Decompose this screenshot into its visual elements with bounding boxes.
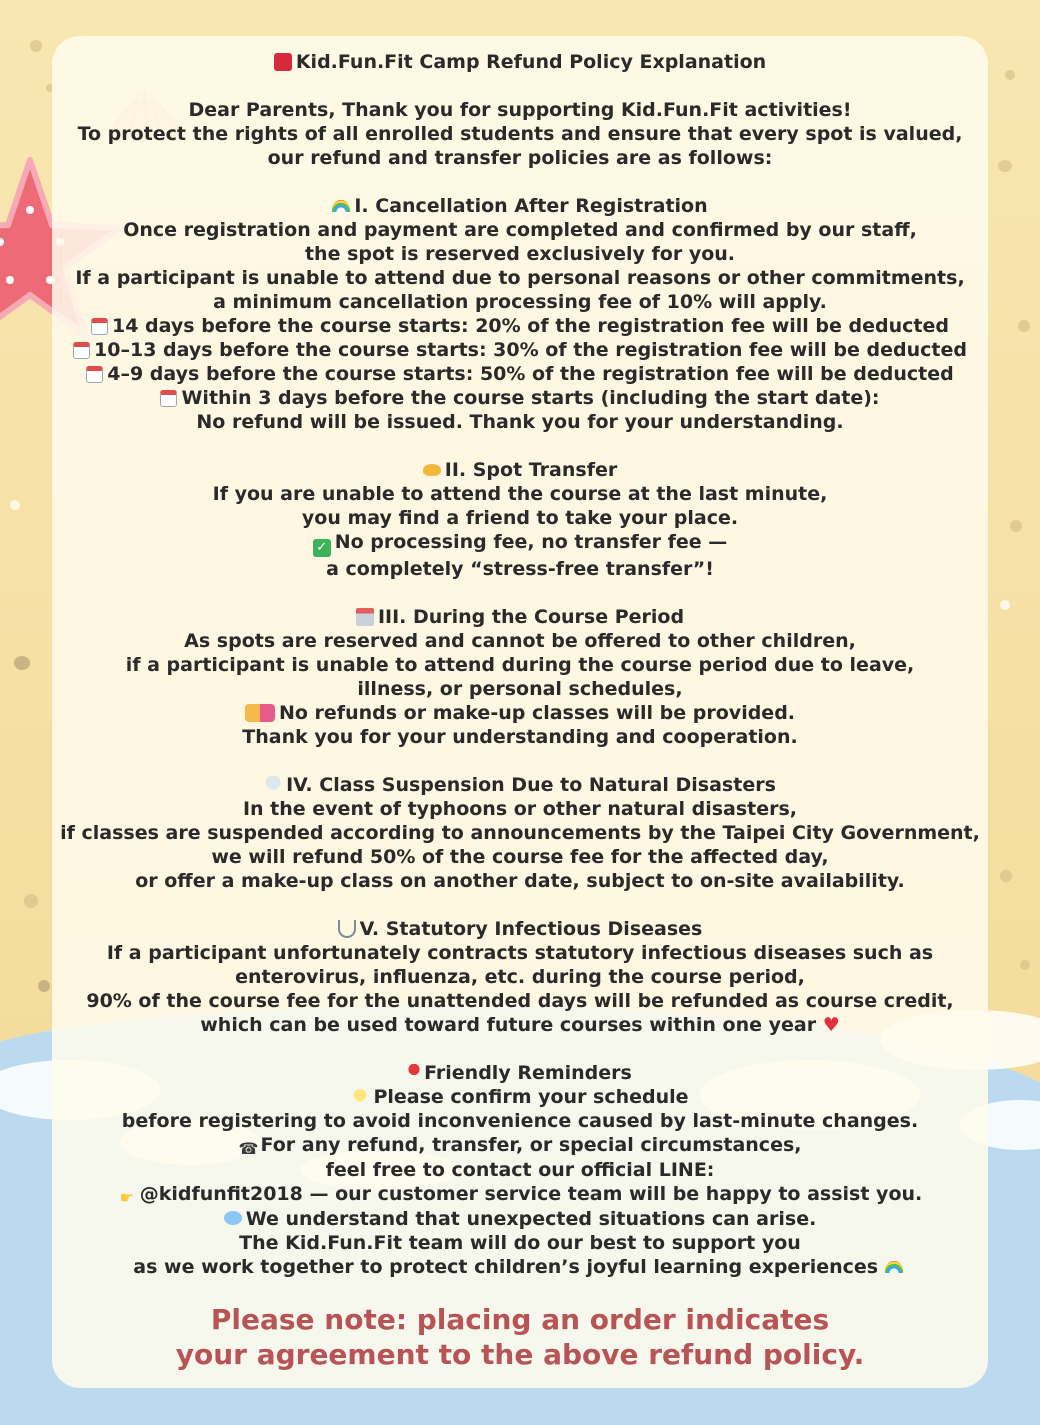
- sand-dot: [1010, 520, 1022, 532]
- school-icon: [356, 608, 374, 626]
- section-line: enterovirus, influenza, etc. during the course period,: [235, 966, 805, 988]
- sand-dot: [24, 894, 38, 908]
- calendar-icon: [86, 366, 103, 383]
- heart-icon: ♥: [822, 1014, 840, 1036]
- policy-content: [52, 50, 988, 1279]
- section-line: ✓ No processing fee, no transfer fee —: [52, 530, 988, 557]
- section-line: If a participant unfortunately contracts statutory infectious diseases such as: [106, 942, 934, 964]
- intro-line: Dear Parents, Thank you for supporting Kid.Fun.Fit activities!: [188, 99, 852, 121]
- section-line: which can be used toward future courses within one year ♥: [200, 1014, 840, 1036]
- section-line: we will refund 50% of the course fee for the affected day,: [211, 846, 829, 868]
- pointing-hand-icon: ☛: [119, 1188, 134, 1207]
- sand-dot: [1005, 70, 1015, 80]
- section-line: Once registration and payment are completed and confirmed by our staff,: [123, 219, 917, 241]
- section-line: Thank you for your understanding and cooperation.: [242, 726, 798, 748]
- section-heading: III. During the Course Period: [52, 605, 988, 629]
- intro-line: our refund and transfer policies are as follows:: [267, 147, 773, 169]
- reminder-line: ☛ @kidfunfit2018 — our customer service team will be happy to assist you.: [119, 1183, 923, 1207]
- calendar-icon: [73, 342, 90, 359]
- sand-dot: [1000, 600, 1010, 610]
- sand-dot: [1000, 870, 1012, 882]
- section-line: If you are unable to attend the course at the last minute,: [212, 483, 828, 505]
- section-line: No refund will be issued. Thank you for your understanding.: [196, 411, 844, 433]
- section-line: you may find a friend to take your place.: [301, 507, 739, 529]
- note-line: Please note: placing an order indicates: [210, 1303, 830, 1336]
- section-heading: IV. Class Suspension Due to Natural Disasters: [52, 773, 988, 797]
- section-line: if classes are suspended according to announcements by the Taipei City Government,: [60, 822, 980, 844]
- list-item: Within 3 days before the course starts (including the start date):: [52, 386, 988, 410]
- sand-dot: [998, 160, 1012, 172]
- section-line: illness, or personal schedules,: [357, 678, 683, 700]
- light-bulb-icon: [351, 1088, 369, 1106]
- rainbow-icon: [885, 1261, 903, 1273]
- reminder-line: Please confirm your schedule: [52, 1085, 988, 1109]
- intro-line: To protect the rights of all enrolled students and ensure that every spot is valued,: [77, 123, 963, 145]
- speech-bubble-icon: [224, 1211, 242, 1225]
- reminder-line: feel free to contact our official LINE:: [325, 1159, 715, 1181]
- section-line: the spot is reserved exclusively for you.: [304, 243, 736, 265]
- rainbow-icon: [332, 200, 350, 212]
- section-line: if a participant is unable to attend during the course period due to leave,: [125, 654, 915, 676]
- section-line: In the event of typhoons or other natural disasters,: [242, 798, 798, 820]
- list-item: 14 days before the course starts: 20% of the registration fee will be deducted: [52, 314, 988, 338]
- calendar-icon: [160, 390, 177, 407]
- section-line: a minimum cancellation processing fee of 10% will apply.: [213, 291, 827, 313]
- section-heading: I. Cancellation After Registration: [52, 194, 988, 218]
- section-line: No refunds or make-up classes will be provided.: [52, 701, 988, 725]
- sand-dot: [1018, 320, 1030, 332]
- sand-dot: [30, 40, 42, 52]
- pushpin-icon: [408, 1064, 420, 1082]
- agreement-note: [52, 1302, 988, 1372]
- section-line: a completely “stress-free transfer”!: [326, 558, 714, 580]
- gift-icon: [274, 53, 292, 71]
- section-line: As spots are reserved and cannot be offered to other children,: [184, 630, 856, 652]
- person-gesturing-icon: [245, 704, 275, 722]
- list-item: 10–13 days before the course starts: 30% of the registration fee will be deducted: [52, 338, 988, 362]
- handshake-icon: [423, 464, 441, 476]
- sand-dot: [1020, 960, 1030, 970]
- reminder-line: We understand that unexpected situations can arise.: [52, 1207, 988, 1231]
- section-heading: II. Spot Transfer: [52, 458, 988, 482]
- section-heading: Friendly Reminders: [52, 1061, 988, 1085]
- stethoscope-icon: [338, 920, 356, 938]
- section-line: 90% of the course fee for the unattended days will be refunded as course credit,: [86, 990, 954, 1012]
- reminder-line: ☎ For any refund, transfer, or special circumstances,: [238, 1134, 802, 1158]
- reminder-line: before registering to avoid inconvenience caused by last-minute changes.: [121, 1110, 919, 1132]
- page-title: Kid.Fun.Fit Camp Refund Policy Explanation: [52, 50, 988, 74]
- check-icon: ✓: [313, 539, 331, 557]
- note-line: your agreement to the above refund policy.: [175, 1338, 865, 1371]
- telephone-icon: ☎: [238, 1139, 259, 1158]
- section-line: or offer a make-up class on another date, subject to on-site availability.: [135, 870, 905, 892]
- list-item: 4–9 days before the course starts: 50% of the registration fee will be deducted: [52, 362, 988, 386]
- sand-dot: [10, 500, 20, 510]
- calendar-icon: [91, 318, 108, 335]
- reminder-line: as we work together to protect children’s joyful learning experiences: [52, 1255, 988, 1279]
- reminder-line: The Kid.Fun.Fit team will do our best to support you: [239, 1232, 801, 1254]
- sand-dot: [38, 980, 50, 992]
- section-heading: V. Statutory Infectious Diseases: [52, 917, 988, 941]
- cloud-rain-icon: [264, 776, 282, 794]
- sand-dot: [14, 656, 30, 670]
- section-line: If a participant is unable to attend due to personal reasons or other commitments,: [75, 267, 965, 289]
